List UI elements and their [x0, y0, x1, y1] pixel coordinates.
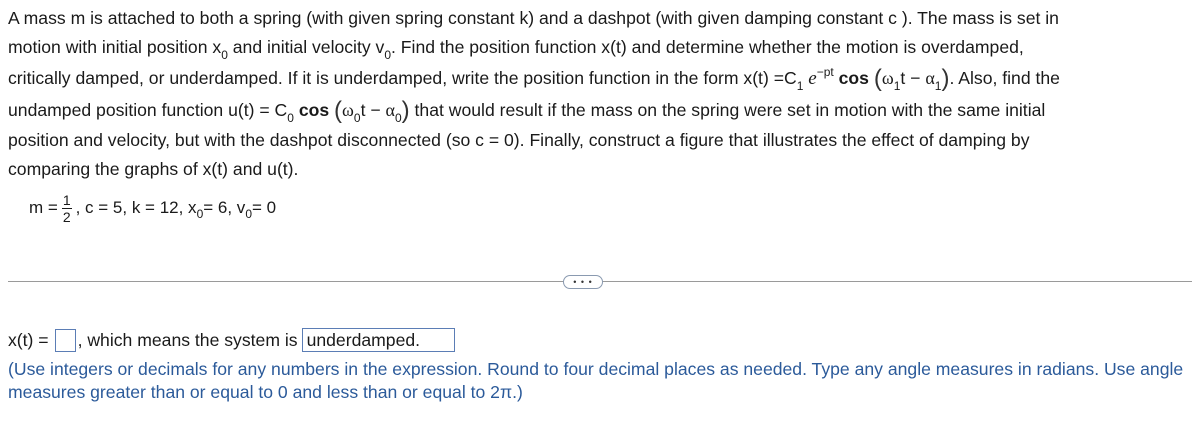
- given-text: = 0: [252, 198, 277, 217]
- given-text: = 6, v: [203, 198, 246, 217]
- subscript: 0: [245, 207, 252, 221]
- subscript: 0: [287, 110, 294, 125]
- subscript: 1: [796, 79, 804, 93]
- problem-text: motion with initial position x: [8, 36, 222, 57]
- subscript: 0: [353, 110, 361, 125]
- subscript: 0: [384, 47, 392, 62]
- cos-function: cos: [298, 99, 330, 120]
- cos-function: cos: [838, 68, 869, 88]
- problem-statement: [8, 4, 1196, 183]
- problem-line: [8, 4, 1196, 33]
- omega-symbol: ω: [881, 68, 894, 88]
- subscript: 1: [893, 79, 901, 93]
- omega-symbol: ω: [342, 99, 354, 120]
- answer-text: , which means the system is: [77, 329, 298, 350]
- problem-text: t −: [900, 68, 926, 88]
- problem-text: . Find the position function x(t) and determine whether the motion is overdamped,: [391, 36, 1024, 57]
- given-values: [29, 184, 276, 232]
- fraction-numerator: 1: [62, 191, 71, 208]
- problem-text: critically damped, or underdamped. If it is underdamped, write the position function in the form x(t) =C: [8, 68, 797, 88]
- problem-text: undamped position function u(t) = C: [8, 99, 288, 120]
- problem-line: [8, 155, 1196, 184]
- problem-text: . Also, find the: [949, 68, 1060, 88]
- problem-text: t −: [360, 99, 386, 120]
- problem-line: critically damped, or underdamped. If it is underdamped, write the position function in the form $x(t) =C_1$ $e^{-pt}$ $\cos (\omega_1t - \alpha_1)$. Also, find the: [8, 65, 1060, 93]
- exponential-e: e: [808, 68, 817, 89]
- fraction-denominator: 2: [62, 208, 71, 225]
- subscript: 0: [196, 207, 204, 221]
- exponent: −pt: [816, 65, 834, 79]
- ellipsis-icon: • • •: [573, 276, 593, 287]
- subscript: 1: [934, 79, 942, 93]
- answer-instructions: (Use integers or decimals for any numbers in the expression. Round to four decimal places as needed. Type any angle measures in radians. Use angle measures greater than or equal to 0 and less than or equal to 2π.): [8, 359, 1184, 402]
- alpha-symbol: α: [925, 68, 935, 88]
- problem-line: undamped position function $u(t) = C_0$ $\cos (\omega_0t - \alpha_0)$ that would result if the mass on the spring were set in motion with the same initial: [8, 96, 1046, 125]
- answer-prefix: x(t) =: [8, 329, 49, 350]
- answer-input-box[interactable]: [55, 329, 76, 352]
- answer-row: [8, 325, 455, 355]
- alpha-symbol: α: [385, 99, 395, 120]
- subscript: 0: [394, 110, 402, 125]
- mass-fraction: [61, 192, 73, 225]
- problem-line: [8, 33, 1196, 64]
- mass-label: m =: [29, 198, 58, 217]
- problem-text: comparing the graphs of x(t) and u(t).: [8, 158, 299, 179]
- problem-text: A mass m is attached to both a spring (with given spring constant k) and a dashpot (with given damping constant c ). The mass is set in: [8, 8, 1059, 28]
- subscript: 0: [221, 47, 228, 62]
- more-options-button[interactable]: [563, 275, 603, 289]
- damping-type-dropdown[interactable]: [302, 328, 455, 352]
- problem-text: that would result if the mass on the spring were set in motion with the same initial: [414, 99, 1046, 120]
- dropdown-selected-value: underdamped.: [306, 330, 421, 350]
- problem-text: and initial velocity v: [227, 36, 385, 57]
- problem-line: [8, 126, 1196, 155]
- problem-text: position and velocity, but with the dashpot disconnected (so c = 0). Finally, construct a figure that illustrates the effect of damping by: [8, 130, 1030, 150]
- given-text: , c = 5, k = 12, x: [75, 198, 197, 217]
